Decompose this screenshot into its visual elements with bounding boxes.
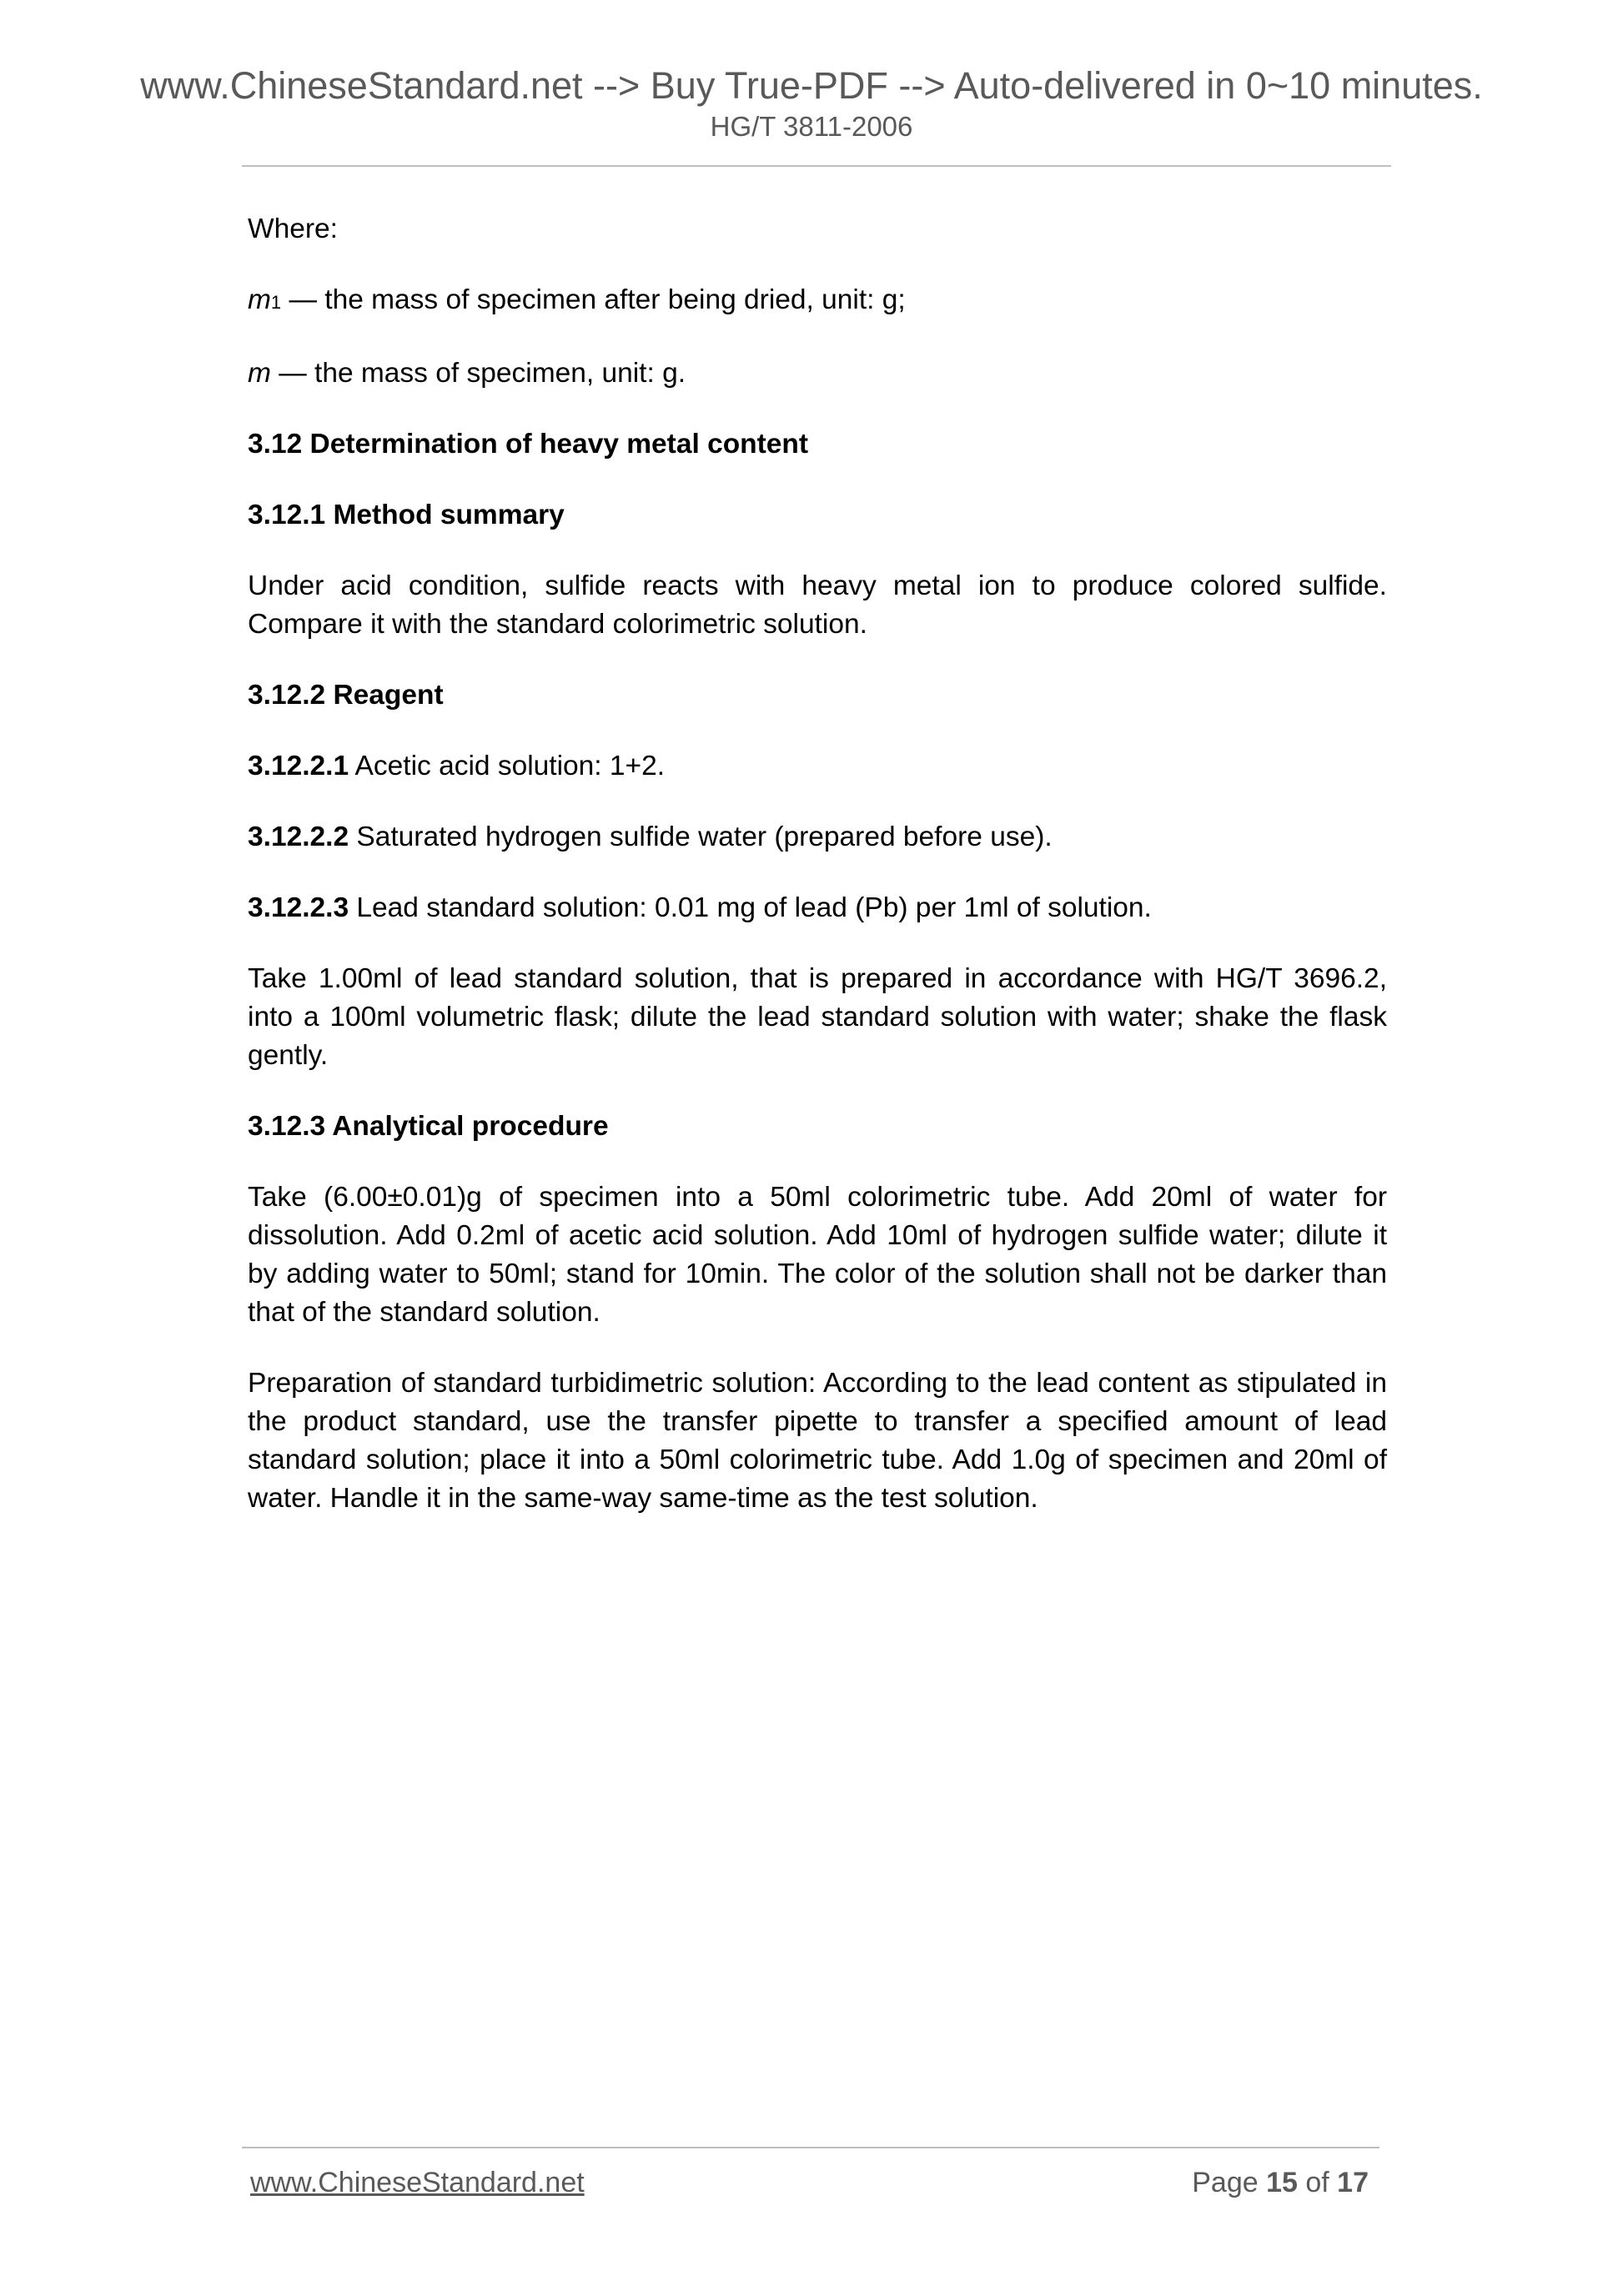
footer-divider (242, 2147, 1379, 2148)
footer-website-link[interactable]: www.ChineseStandard.net (250, 2167, 585, 2198)
reagent-item-1: 3.12.2.1 Acetic acid solution: 1+2. (248, 751, 666, 781)
page-header (0, 63, 1623, 143)
paragraph-method-summary: Under acid condition, sulfide reacts with heavy metal ion to produce colored sulfide. Compare it with the standard colorimetric solution. (248, 570, 1387, 640)
section-heading-3-12: 3.12 Determination of heavy metal content (248, 429, 809, 460)
section-heading-3-12-1: 3.12.1 Method summary (248, 500, 565, 530)
page-number: Page 15 of 17 (1192, 2167, 1369, 2198)
header-divider (242, 165, 1391, 167)
symbol-m: m (248, 358, 271, 389)
section-heading-3-12-2: 3.12.2 Reagent (248, 680, 444, 711)
document-body (248, 210, 1387, 1550)
standard-code: HG/T 3811-2006 (710, 111, 913, 142)
header-banner: www.ChineseStandard.net --> Buy True-PDF --> Auto-delivered in 0~10 minutes. (140, 64, 1483, 107)
where-label: Where: (248, 214, 338, 244)
reagent-item-3: 3.12.2.3 Lead standard solution: 0.01 mg of lead (Pb) per 1ml of solution. (248, 892, 1152, 923)
paragraph-procedure: Take (6.00±0.01)g of specimen into a 50ml colorimetric tube. Add 20ml of water for dissolution. Add 0.2ml of acetic acid solution. Add 10ml of hydrogen sulfide water; dilute it by adding water to 50ml; stand for 10min. The color of the solution shall not be darker than that of the standard solution. (248, 1182, 1387, 1328)
reagent-item-2: 3.12.2.2 Saturated hydrogen sulfide water (prepared before use). (248, 821, 1053, 852)
definition-m: m — the mass of specimen, unit: g. (248, 358, 686, 389)
symbol-m1: m1 (248, 284, 282, 315)
paragraph-lead-standard: Take 1.00ml of lead standard solution, that is prepared in accordance with HG/T 3696.2, into a 100ml volumetric flask; dilute the lead standard solution with water; shake the flask gently. (248, 963, 1387, 1071)
definition-m1: m1 — the mass of specimen after being dried, unit: g; (248, 284, 906, 315)
section-heading-3-12-3: 3.12.3 Analytical procedure (248, 1111, 609, 1142)
paragraph-preparation: Preparation of standard turbidimetric solution: According to the lead content as stipulated in the product standard, use the transfer pipette to transfer a specified amount of lead standard solution; place it into a 50ml colorimetric tube. Add 1.0g of specimen and 20ml of water. Handle it in the same-way same-time as the test solution. (248, 1368, 1387, 1514)
